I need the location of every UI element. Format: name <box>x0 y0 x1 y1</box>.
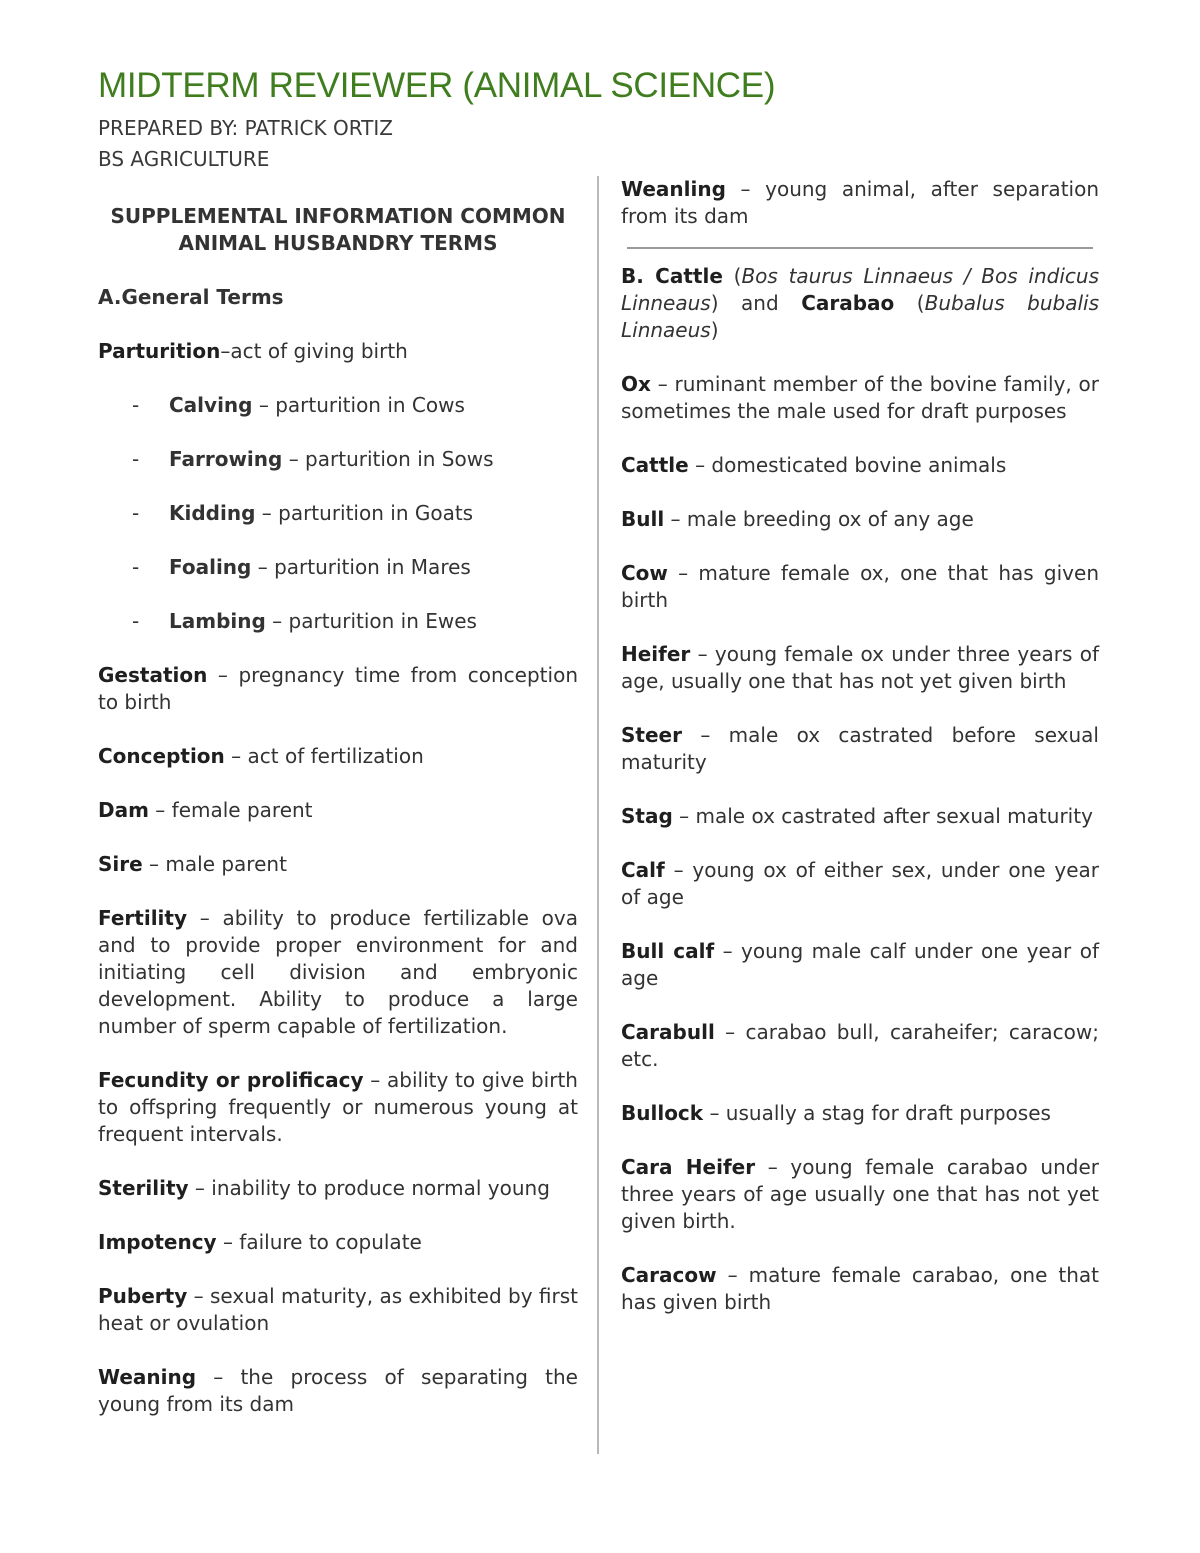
term-label: Heifer <box>621 642 691 666</box>
list-item <box>98 554 578 581</box>
term-fecundity <box>98 1067 578 1148</box>
term-definition: – the process of separating the young from its dam <box>98 1365 578 1416</box>
term-label: Weaning <box>98 1365 197 1389</box>
term-definition: – pregnancy time from conception to birth <box>98 663 578 714</box>
term-label: Farrowing <box>169 447 283 471</box>
term-label: Sterility <box>98 1176 189 1200</box>
term-carabull <box>621 1019 1099 1073</box>
scientific-name: Bos taurus Linnaeus / Bos indicus Linneaus <box>621 264 1099 315</box>
section-rule <box>627 247 1093 249</box>
term-ox <box>621 371 1099 425</box>
section-label-2: Carabao <box>801 291 895 315</box>
parturition-types-list <box>98 392 578 635</box>
term-calf <box>621 857 1099 911</box>
term-definition: – parturition in Mares <box>251 555 471 579</box>
cattle-section-heading <box>621 263 1099 344</box>
term-steer <box>621 722 1099 776</box>
term-definition: – usually a stag for draft purposes <box>703 1101 1051 1125</box>
term-definition: – parturition in Ewes <box>265 609 477 633</box>
heading-line-1: SUPPLEMENTAL INFORMATION COMMON <box>110 204 566 228</box>
left-column <box>98 203 578 1445</box>
dash-bullet: - <box>132 501 140 525</box>
term-label: Bullock <box>621 1101 704 1125</box>
term-definition: –act of giving birth <box>220 339 408 363</box>
term-fertility <box>98 905 578 1040</box>
dash-bullet: - <box>132 609 140 633</box>
term-label: Carabull <box>621 1020 715 1044</box>
term-cow <box>621 560 1099 614</box>
term-definition: – young animal, after separation from its dam <box>621 177 1099 228</box>
term-label: Impotency <box>98 1230 217 1254</box>
course-label: BS AGRICULTURE <box>98 147 270 171</box>
heading-line-2: ANIMAL HUSBANDRY TERMS <box>178 231 498 255</box>
conjunction: ) and <box>710 291 802 315</box>
term-definition: – mature female ox, one that has given birth <box>621 561 1099 612</box>
term-definition: – male ox castrated before sexual maturity <box>621 723 1099 774</box>
paren-open: ( <box>894 291 925 315</box>
term-caracow <box>621 1262 1099 1316</box>
right-column <box>621 176 1099 1343</box>
term-definition: – inability to produce normal young <box>188 1176 550 1200</box>
paren-open: ( <box>722 264 742 288</box>
term-label: Fecundity or prolificacy <box>98 1068 364 1092</box>
term-definition: – young ox of either sex, under one year of age <box>621 858 1099 909</box>
general-terms-heading: A.General Terms <box>98 285 284 309</box>
term-definition: – carabao bull, caraheifer; caracow; etc. <box>621 1020 1099 1071</box>
dash-bullet: - <box>132 393 140 417</box>
list-item <box>98 392 578 419</box>
term-label: Ox <box>621 372 651 396</box>
term-puberty <box>98 1283 578 1337</box>
term-label: Weanling <box>621 177 726 201</box>
term-label: Bull calf <box>621 939 715 963</box>
section-label: B. Cattle <box>621 264 723 288</box>
term-definition: – male parent <box>142 852 287 876</box>
term-label: Sire <box>98 852 143 876</box>
term-definition: – mature female carabao, one that has given birth <box>621 1263 1099 1314</box>
list-item <box>98 608 578 635</box>
term-label: Stag <box>621 804 673 828</box>
scientific-name: Bubalus bubalis Linnaeus <box>621 291 1099 342</box>
term-definition: – failure to copulate <box>216 1230 422 1254</box>
term-dam <box>98 797 578 824</box>
term-cara-heifer <box>621 1154 1099 1235</box>
term-impotency <box>98 1229 578 1256</box>
term-label: Lambing <box>169 609 266 633</box>
term-bull <box>621 506 1099 533</box>
term-bull-calf <box>621 938 1099 992</box>
dash-bullet: - <box>132 555 140 579</box>
term-label: Cow <box>621 561 668 585</box>
term-cattle <box>621 452 1099 479</box>
paren-close: ) <box>710 318 719 342</box>
term-definition: – young female carabao under three years of age usually one that has not yet given birth. <box>621 1155 1099 1233</box>
term-label: Gestation <box>98 663 208 687</box>
term-definition: – female parent <box>148 798 313 822</box>
term-bullock <box>621 1100 1099 1127</box>
dash-bullet: - <box>132 447 140 471</box>
term-stag <box>621 803 1099 830</box>
term-definition: – ruminant member of the bovine family, or sometimes the male used for draft purposes <box>621 372 1099 423</box>
term-definition: – ability to produce fertilizable ova and to provide proper environment for and initiating cell division and embryonic development. Ability to produce a large number of sperm capable of fertilization. <box>98 906 578 1038</box>
term-label: Kidding <box>169 501 256 525</box>
term-definition: – young female ox under three years of age, usually one that has not yet given birth <box>621 642 1099 693</box>
term-label: Parturition <box>98 339 221 363</box>
term-definition: – sexual maturity, as exhibited by first heat or ovulation <box>98 1284 578 1335</box>
term-label: Steer <box>621 723 682 747</box>
term-label: Cara Heifer <box>621 1155 756 1179</box>
term-label: Bull <box>621 507 665 531</box>
term-gestation <box>98 662 578 716</box>
term-weanling <box>621 176 1099 230</box>
prepared-by: PREPARED BY: PATRICK ORTIZ <box>98 116 393 140</box>
term-definition: – male ox castrated after sexual maturity <box>672 804 1093 828</box>
term-sterility <box>98 1175 578 1202</box>
term-label: Dam <box>98 798 149 822</box>
term-label: Fertility <box>98 906 188 930</box>
term-sire <box>98 851 578 878</box>
term-weaning <box>98 1364 578 1418</box>
term-definition: – act of fertilization <box>224 744 424 768</box>
term-label: Calf <box>621 858 665 882</box>
term-conception <box>98 743 578 770</box>
section-heading <box>98 203 578 257</box>
term-definition: – male breeding ox of any age <box>664 507 974 531</box>
term-heifer <box>621 641 1099 695</box>
list-item <box>98 446 578 473</box>
column-divider <box>597 176 599 1454</box>
term-label: Caracow <box>621 1263 717 1287</box>
term-label: Calving <box>169 393 253 417</box>
term-definition: – parturition in Cows <box>252 393 465 417</box>
term-parturition <box>98 338 578 365</box>
term-definition: – parturition in Goats <box>255 501 474 525</box>
term-definition: – domesticated bovine animals <box>688 453 1007 477</box>
document-title: MIDTERM REVIEWER (ANIMAL SCIENCE) <box>98 66 776 105</box>
term-label: Foaling <box>169 555 252 579</box>
term-definition: – young male calf under one year of age <box>621 939 1099 990</box>
term-definition: – ability to give birth to offspring frequently or numerous young at frequent intervals. <box>98 1068 578 1146</box>
list-item <box>98 500 578 527</box>
term-label: Conception <box>98 744 225 768</box>
term-label: Puberty <box>98 1284 188 1308</box>
term-label: Cattle <box>621 453 689 477</box>
term-definition: – parturition in Sows <box>282 447 494 471</box>
